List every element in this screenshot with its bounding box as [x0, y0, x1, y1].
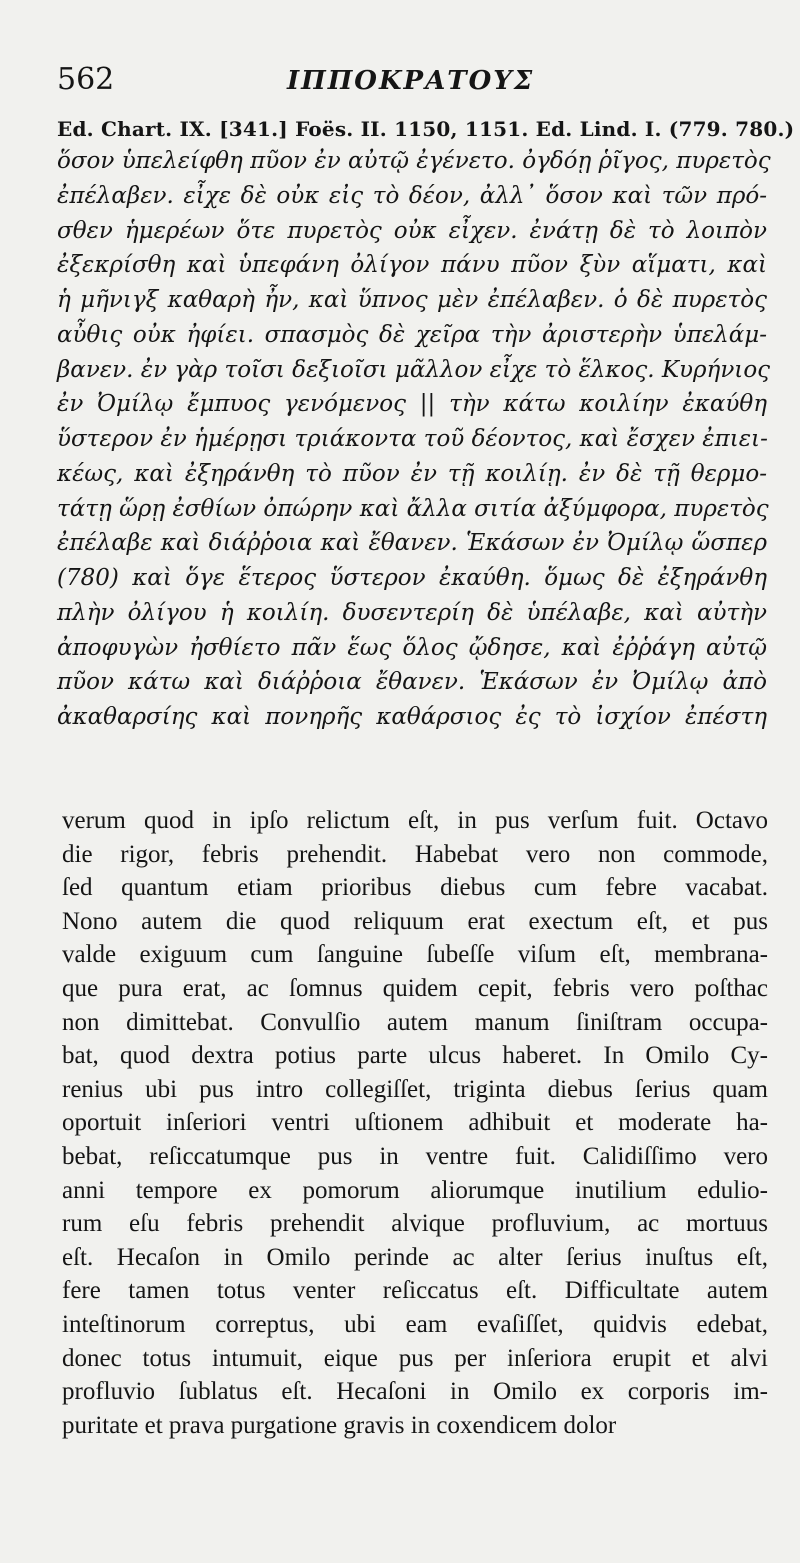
greek-text-line: ἐπέλαβεν. εἶχε δὲ οὐκ εἰς τὸ δέον, ἀλλ᾽ ὅσον καὶ τῶν πρό-	[57, 182, 767, 209]
greek-text-line: πῦον κάτω καὶ διάῤῥοια ἔθανεν. Ἑκάσων ἐν Ὀμίλῳ ἀπὸ	[57, 669, 767, 696]
latin-text-block	[62, 804, 768, 1442]
greek-text-line: τάτῃ ὥρῃ ἐσθίων ὀπώρην καὶ ἄλλα σιτία ἀξύμφορα, πυρετὸς	[57, 495, 769, 522]
latin-text-line: profluvio ſublatus eſt. Hecaſoni in Omilo ex corporis im-	[62, 1378, 768, 1406]
greek-text-line: ἐξεκρίσθη καὶ ὑπεφάνη ὀλίγον πάνυ πῦον ξὺν αἵματι, καὶ	[57, 252, 767, 279]
latin-text-line: donec totus intumuit, eique pus per inſeriora erupit et alvi	[62, 1344, 768, 1372]
greek-text-line: βανεν. ἐν γὰρ τοῖσι δεξιοῖσι μᾶλλον εἶχε τὸ ἕλκος. Κυρήνιος	[57, 356, 771, 383]
greek-text-line: αὖθις οὐκ ἠφίει. σπασμὸς δὲ χεῖρα τὴν ἀριστερὴν ὑπελάμ-	[57, 321, 767, 348]
latin-text-line: renius ubi pus intro collegiſſet, triginta diebus ſerius quam	[62, 1075, 768, 1103]
greek-text-line: ὕστερον ἐν ἡμέρῃσι τριάκοντα τοῦ δέοντος, καὶ ἔσχεν ἐπιει-	[57, 426, 768, 452]
greek-text-line: σθεν ἡμερέων ὅτε πυρετὸς οὐκ εἶχεν. ἐνάτῃ δὲ τὸ λοιπὸν	[57, 217, 767, 244]
greek-text-line: κέως, καὶ ἐξηράνθη τὸ πῦον ἐν τῇ κοιλίῃ. ἐν δὲ τῇ θερμο-	[57, 460, 767, 487]
greek-text-line: πλὴν ὀλίγου ἡ κοιλίη. δυσεντερίη δὲ ὑπέλαβε, καὶ αὐτὴν	[57, 599, 767, 626]
edition-reference-line: Ed. Chart. IX. [341.] Foës. II. 1150, 1151. Ed. Lind. I. (779. 780.)	[57, 117, 795, 141]
greek-text-line: ἀποφυγὼν ἠσθίετο πᾶν ἕως ὅλος ᾤδησε, καὶ ἐῤῥάγη αὐτῷ	[57, 634, 767, 661]
latin-text-line: que pura erat, ac ſomnus quidem cepit, febris vero poſthac	[62, 974, 768, 1002]
running-head: ΙΠΠΟΚΡΑΤΟΥΣ	[287, 66, 535, 96]
greek-text-line: ὅσον ὑπελείφθη πῦον ἐν αὐτῷ ἐγένετο. ὀγδόῃ ῥῖγος, πυρετὸς	[57, 148, 771, 174]
latin-text-line: puritate et prava purgatione gravis in coxendicem dolor	[62, 1411, 617, 1439]
page-header	[57, 60, 777, 104]
greek-text-line: (780) καὶ ὅγε ἕτερος ὕστερον ἐκαύθη. ὅμως δὲ ἐξηράνθη	[57, 565, 767, 591]
latin-text-line: die rigor, febris prehendit. Habebat vero non commode,	[62, 840, 768, 868]
greek-text-block	[57, 144, 771, 735]
latin-text-line: fere tamen totus venter reſiccatus eſt. Difficultate autem	[62, 1277, 768, 1305]
latin-text-line: anni tempore ex pomorum aliorumque inutilium edulio-	[62, 1176, 768, 1204]
latin-text-line: oportuit inſeriori ventri uſtionem adhibuit et moderate ha-	[62, 1109, 768, 1137]
greek-text-line: ἡ μῆνιγξ καθαρὴ ἦν, καὶ ὕπνος μὲν ἐπέλαβεν. ὁ δὲ πυρετὸς	[57, 287, 767, 313]
latin-text-line: inteſtinorum correptus, ubi eam evaſiſſet, quidvis edebat,	[62, 1310, 768, 1338]
latin-text-line: eſt. Hecaſon in Omilo perinde ac alter ſerius inuſtus eſt,	[62, 1243, 768, 1271]
latin-text-line: Nono autem die quod reliquum erat exectum eſt, et pus	[62, 907, 768, 935]
page-number: 562	[57, 62, 115, 97]
latin-text-line: non dimittebat. Convulſio autem manum ſiniſtram occupa-	[62, 1008, 768, 1036]
latin-text-line: bat, quod dextra potius parte ulcus haberet. In Omilo Cy-	[62, 1042, 768, 1070]
greek-text-line: ἐν Ὀμίλῳ ἔμπυος γενόμενος || τὴν κάτω κοιλίην ἐκαύθη	[57, 391, 767, 418]
latin-text-line: ſed quantum etiam prioribus diebus cum febre vacabat.	[62, 874, 768, 902]
latin-text-line: rum eſu febris prehendit alvique profluvium, ac mortuus	[62, 1210, 768, 1238]
latin-text-line: bebat, reſiccatumque pus in ventre fuit. Calidiſſimo vero	[62, 1142, 768, 1170]
latin-text-line: verum quod in ipſo relictum eſt, in pus verſum fuit. Octavo	[62, 807, 768, 834]
greek-text-line: ἀκαθαρσίης καὶ πονηρῆς καθάρσιος ἐς τὸ ἰσχίον ἐπέστη	[57, 704, 767, 730]
latin-text-line: valde exiguum cum ſanguine ſubeſſe viſum eſt, membrana-	[62, 941, 768, 969]
greek-text-line: ἐπέλαβε καὶ διάῤῥοια καὶ ἔθανεν. Ἑκάσων ἐν Ὀμίλῳ ὥσπερ	[57, 530, 767, 557]
